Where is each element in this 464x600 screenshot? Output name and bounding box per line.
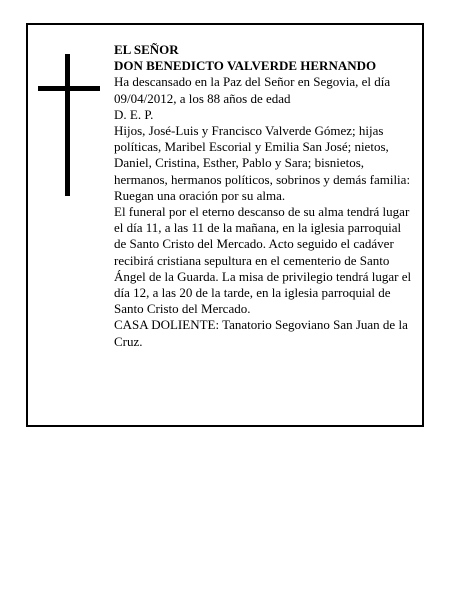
title-line-1: EL SEÑOR (114, 42, 179, 57)
death-info: Ha descansado en la Paz del Señor en Segovia, el día 09/04/2012, a los 88 años de edad (114, 74, 391, 106)
rip-text: D. E. P. (114, 106, 154, 122)
deceased-name: DON BENEDICTO VALVERDE HERNANDO (114, 58, 377, 74)
family-list: Hijos, José-Luis y Francisco Valverde Gómez; hijas políticas, Maribel Escorial y Emilia San José; nietos, Daniel, Cristina, Esther, Pablo y Sara; bisnietos, hermanos, hermanos políticos, sobrinos y demás familia: (114, 123, 411, 187)
obituary-text (114, 42, 416, 350)
cross-icon (38, 54, 100, 196)
cross-horizontal-bar (38, 86, 100, 91)
funeral-details: El funeral por el eterno descanso de su alma tendrá lugar el día 11, a las 11 de la mañana, en la iglesia parroquial de Santo Cristo del Mercado. Acto seguido el cadáver recibirá cristiana sepultura en el cementerio de Santo Ángel de la Guarda. La misa de privilegio tendrá lugar el día 12, a las 20 de la tarde, en la iglesia parroquial de Santo Cristo del Mercado. (114, 204, 412, 317)
cross-vertical-bar (65, 54, 70, 196)
mourning-house: CASA DOLIENTE: Tanatorio Segoviano San Juan de la Cruz. (114, 317, 408, 349)
obituary-notice (26, 23, 424, 427)
prayer-request: Ruegan una oración por su alma. (114, 187, 286, 203)
